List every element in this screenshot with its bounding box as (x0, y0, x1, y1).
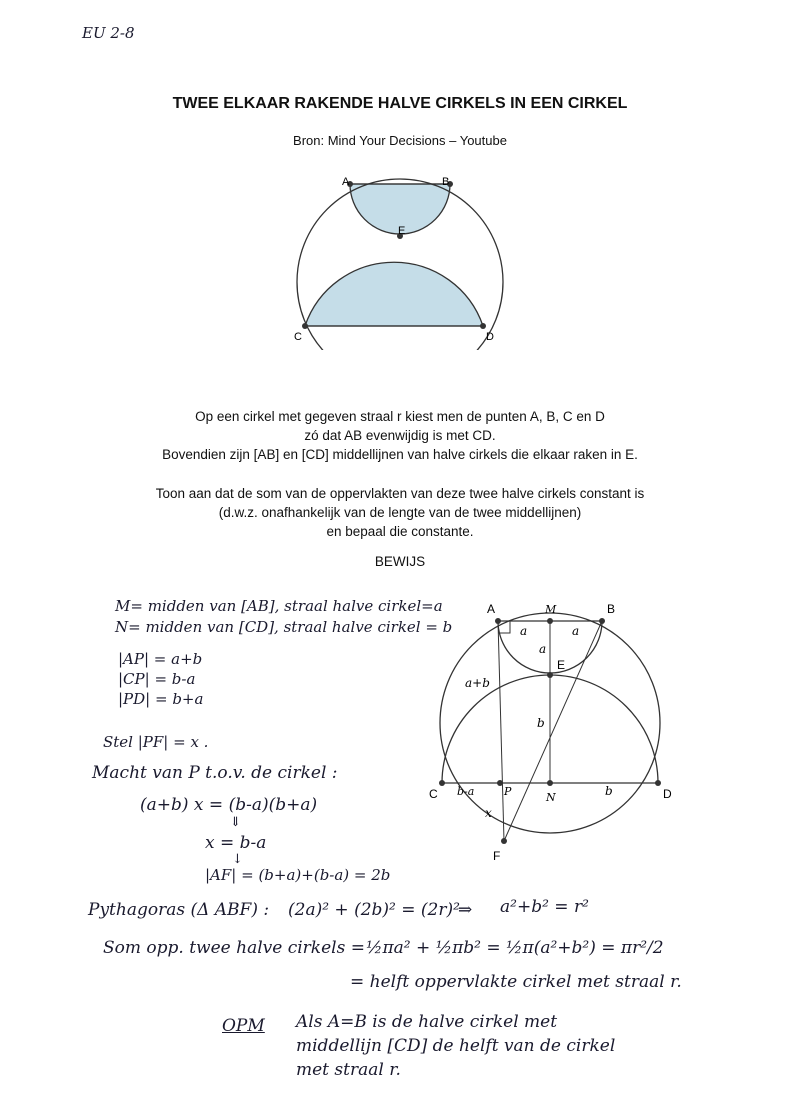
annotation-b-minus-a: b-a (457, 785, 475, 798)
point-a (495, 618, 501, 624)
annotation-a: a (539, 642, 547, 656)
label-e: E (557, 658, 566, 672)
hw-ap: |AP| = a+b (118, 650, 203, 668)
point-c (439, 780, 445, 786)
annotation-b: b (537, 716, 545, 730)
point-p (497, 780, 503, 786)
point-f (501, 838, 507, 844)
hw-stel: Stel |PF| = x . (103, 733, 209, 751)
annotation-a: a (520, 624, 528, 638)
page-title: TWEE ELKAAR RAKENDE HALVE CIRKELS IN EEN CIRKEL (172, 95, 628, 112)
point-c (302, 323, 308, 329)
label-d: D (663, 787, 672, 801)
label-d: D (486, 331, 494, 343)
label-c: C (294, 331, 302, 343)
problem-statement (0, 407, 800, 464)
hw-pyth-eq: (2a)² + (2b)² = (2r)² (288, 900, 460, 920)
point-m (547, 618, 553, 624)
corner-note: EU 2-8 (82, 24, 135, 42)
problem-line: Bovendien zijn [AB] en [CD] middellijnen van halve cirkels die elkaar raken in E. (162, 447, 638, 462)
point-d (480, 323, 486, 329)
hw-opm-label: OPM (222, 1016, 265, 1036)
point-b (599, 618, 605, 624)
label-e: E (398, 225, 406, 237)
hw-som-result: = helft oppervlakte cirkel met straal r. (350, 972, 682, 992)
problem-line: zó dat AB evenwijdig is met CD. (304, 428, 496, 443)
hw-arrow-down: ↓ (232, 852, 243, 867)
label-c: C (429, 787, 438, 801)
label-m: M (545, 603, 557, 616)
label-n: N (546, 791, 556, 804)
hw-implies: ⇒ (458, 900, 473, 920)
figure-1-diagram (280, 170, 520, 350)
point-n (547, 780, 553, 786)
question-statement (0, 484, 800, 541)
label-a: A (487, 602, 496, 616)
question-line: (d.w.z. onafhankelijk van de lengte van de twee middellijnen) (218, 505, 582, 520)
problem-line: Op een cirkel met gegeven straal r kiest men de punten A, B, C en D (195, 409, 605, 424)
hw-pd: |PD| = b+a (118, 690, 204, 708)
hw-opm-line: middellijn [CD] de helft van de cirkel (296, 1036, 616, 1056)
annotation-a: a (572, 624, 580, 638)
label-f: F (493, 849, 501, 863)
label-p: P (504, 785, 512, 798)
question-line: en bepaal die constante. (326, 524, 474, 539)
question-line: Toon aan dat de som van de oppervlakten van deze twee halve cirkels constant is (155, 486, 645, 501)
annotation-b: b (605, 784, 613, 798)
label-b: B (607, 602, 616, 616)
hw-opm-line: Als A=B is de halve cirkel met (296, 1012, 558, 1032)
hw-eq2: x = b-a (205, 833, 267, 853)
segment-af (498, 621, 504, 841)
proof-heading: BEWIJS (374, 554, 426, 569)
hw-pyth-result: a²+b² = r² (500, 897, 589, 917)
hw-def-m: M= midden van [AB], straal halve cirkel=a (115, 597, 443, 615)
hw-cp: |CP| = b-a (118, 670, 196, 688)
hw-opm-line: met straal r. (296, 1060, 401, 1080)
hw-pyth-label: Pythagoras (Δ ABF) : (88, 900, 270, 920)
hw-macht: Macht van P t.o.v. de cirkel : (92, 763, 338, 783)
hw-arrow-down: ⇓ (230, 815, 241, 830)
hw-eq1: (a+b) x = (b-a)(b+a) (140, 795, 318, 815)
semicircle-cd (305, 262, 483, 326)
point-d (655, 780, 661, 786)
hw-som-eq: ½πa² + ½πb² = ½π(a²+b²) = πr²/2 (366, 938, 664, 958)
segment-bf (504, 621, 602, 841)
annotation-a-plus-b: a+b (465, 676, 490, 690)
figure-2-diagram (425, 595, 705, 865)
annotation-x: x (485, 806, 492, 820)
point-e (547, 672, 553, 678)
hw-eq3: |AF| = (b+a)+(b-a) = 2b (205, 866, 391, 884)
label-b: B (442, 176, 450, 188)
label-a: A (342, 176, 350, 188)
hw-def-n: N= midden van [CD], straal halve cirkel = b (115, 618, 453, 636)
source-line: Bron: Mind Your Decisions – Youtube (293, 133, 507, 148)
hw-som-label: Som opp. twee halve cirkels = (103, 938, 365, 958)
